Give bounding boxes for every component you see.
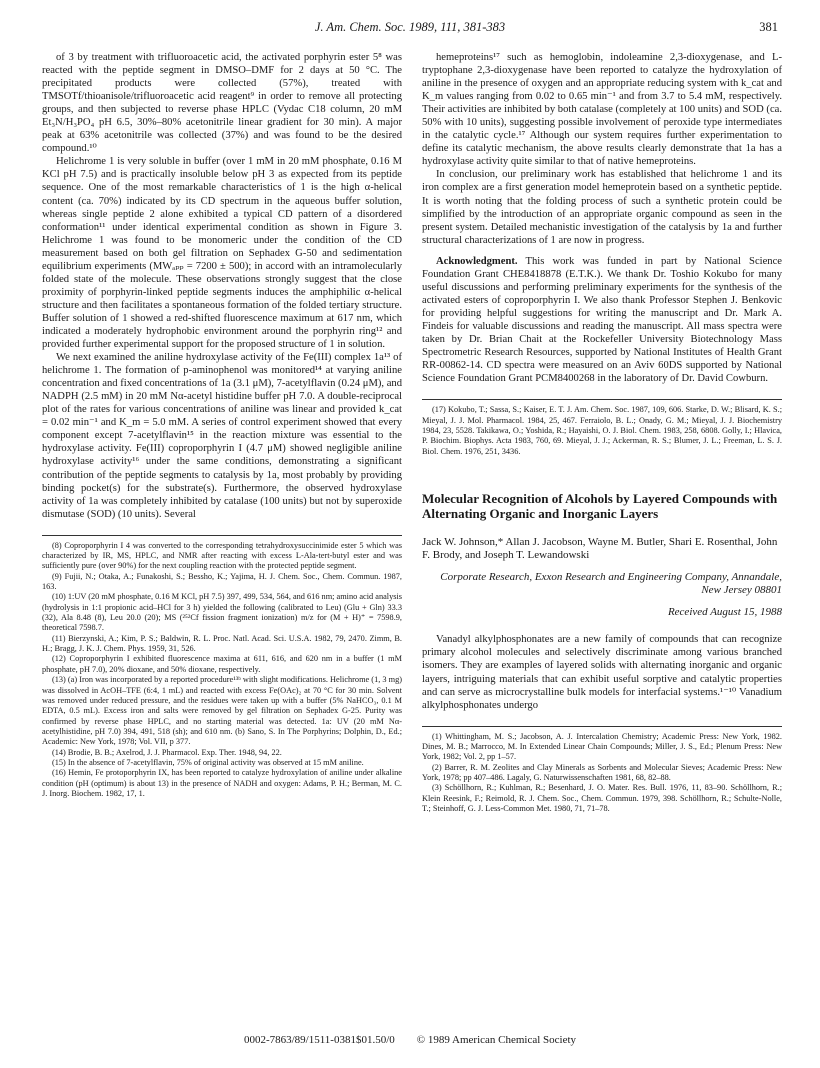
- footnote: (2) Barrer, R. M. Zeolites and Clay Minerals as Sorbents and Molecular Sieves; Academic Press: New York, 1978; pp 407–486. Lagaly, G. Naturwissenschaften 1981, 68, 82–88.: [422, 762, 782, 783]
- footnote: (16) Hemin, Fe protoporphyrin IX, has been reported to catalyze hydroxylation of aniline under alkaline condition (pH (optimum) is about 13) in the presence of NADH and oxygen: Adams, P. H.; Berman, M. C. J. Inorg. Biochem. 1982, 17, 1.: [42, 768, 402, 798]
- affiliation: Corporate Research, Exxon Research and Engineering Company, Annandale, New Jersey 08801: [440, 570, 782, 597]
- body-paragraph: of 3 by treatment with trifluoroacetic acid, the activated porphyrin ester 5⁸ was reacted with the peptide segment in DMSO–DMF for 2 days at 50 °C. The precipitated products were collected (57%), treated with TMSOTf/thioanisole/trifluoroacetic acid reagent⁹ in order to remove all protecting groups, and then subjected to reverse phase HPLC (Vydac C18 column, 20 mM Et₃N/H₃PO₄ pH 6.5, 30%–80% acetonitrile linear gradient for 30 min). A major peak at 63% acetonitrile was collected (37%) and was found to be the desired compound.¹⁰: [42, 52, 402, 155]
- right-column: [422, 51, 782, 814]
- page-footer: [0, 1034, 820, 1046]
- footnote: (9) Fujii, N.; Otaka, A.; Funakoshi, S.; Bessho, K.; Yajima, H. J. Chem. Soc., Chem. Commun. 1987, 163.: [42, 571, 402, 592]
- abstract-paragraph: Vanadyl alkylphosphonates are a new family of compounds that can recognize primary alcohol molecules and selectively discriminate among various branched isomers. They are examples of layered solids with alternating inorganic and organic layers, intriguing materials that can exhibit useful sorptive and catalytic properties and can serve as microcrystalline bulk models for interfacial systems.¹⁻¹⁰ Vanadium alkylphosphonates undergo: [422, 634, 782, 711]
- footnotes-left: [42, 535, 402, 800]
- journal-citation: J. Am. Chem. Soc. 1989, 111, 381-383: [314, 20, 506, 34]
- running-header: [0, 20, 820, 40]
- footnote: (14) Brodie, B. B.; Axelrod, J. J. Pharmacol. Exp. Ther. 1948, 94, 22.: [52, 747, 282, 757]
- acknowledgment: [422, 255, 782, 385]
- received-date: Received August 15, 1988: [667, 605, 782, 618]
- article-code: 0002-7863/89/1511-0381$01.50/0: [243, 1034, 395, 1046]
- footnote: (10) 1:UV (20 mM phosphate, 0.16 M KCl, pH 7.5) 397, 499, 534, 564, and 616 nm; amino acid analysis (hydrolysis in 1:1 propionic acid–HCl for 3 h) yielded the following (calibrated to Leu) (Glu + Gln) 33.3 (32), Ala 8.48 (8), Leu 20.0 (20); MS (²⁵²Cf fission fragment ionization) m/z for (M + H)⁺ = 7598.9, theoretical 7598.7.: [42, 592, 402, 633]
- left-column: [42, 51, 402, 799]
- footnotes-right: [422, 726, 782, 815]
- page-number: 381: [759, 20, 778, 34]
- acknowledgment-text: This work was funded in part by National Science Foundation Grant CHE8418878 (E.T.K.). We thank Dr. Toshio Kokubo for many useful discussions and performing preliminary experiments for the synthesis of the activated esters of coproporphyrin I. We also thank Professor Stephen J. Benkovic for providing helpful suggestions for writing the manuscript and Dr. Mark A. Findeis for valuable discussions and reading the manuscript. All mass spectra were taken by Dr. Brian Chait at the Rockefeller University Biotechnology Mass Spectrometric Research Resources, supported by National Institutes of Health Grant RR-00862-14. CD spectra were measured on an Aviv 60DS supported by National Science Foundation Grant PCM8400268 in the laboratory of Dr. David Cowburn.: [422, 255, 782, 385]
- footnote-17-block: [422, 399, 782, 457]
- footnote: (3) Schöllhorn, R.; Kuhlman, R.; Besenhard, J. O. Mater. Res. Bull. 1976, 11, 83–90. Schöllhorn, R.; Klein Reesink, F.; Reimold, R. J. Chem. Soc., Chem. Commun. 1979, 398. Schöllhorn, R.; Schulte-Nolle, T.; Steinhoff, G. J. Less-Common Met. 1980, 71, 71–78.: [422, 783, 782, 814]
- body-paragraph: We next examined the aniline hydroxylase activity of the Fe(III) complex 1a¹³ of helichrome 1. The formation of p-aminophenol was monitored¹⁴ at varying aniline concentration and fixed concentrations of 1a (3.1 μM), 7-acetylflavin (0.24 μM), and NADPH (2.5 mM) in 20 mM Nα-acetyl histidine buffer pH 7.0. A double-reciprocal plot of the rates for various concentrations of aniline was linear and provided k_cat = 0.02 min⁻¹ and K_m = 5.0 mM. A series of control experiment showed that every component except 7-acetylflavin¹⁵ in the reaction mixture was essential to the hydroxylase activity. Fe(III) coproporphyrin I (4.7 μM) showed negligible aniline hydroxylase activity¹⁶ under the same conditions, demonstrating a significant contribution of the peptide segments to catalysis by 1a, most probably by providing binding pocket(s) for the substrate(s). Furthermore, the observed hydroxylase activity of 1a was completely inhibited by catalase (100 units) but not by superoxide dismutase (SOD) (10 units). Several: [42, 352, 402, 520]
- footnote: (17) Kokubo, T.; Sassa, S.; Kaiser, E. T. J. Am. Chem. Soc. 1987, 109, 606. Starke, D. W.; Blisard, K. S.; Mieyal, J. J. Mol. Pharmacol. 1984, 25, 467. Ferraiolo, B. L.; Onady, G. M.; Mieyal, J. J. Biochemistry 1984, 23, 5528. Takikawa, O.; Yoshida, R.; Hayaishi, O. J. Biol. Chem. 1983, 258, 6808. Golly, I.; Hlavica, P. Biochim. Biophys. Acta 1983, 760, 69. Mieyal, J. J.; Ackerman, R. S.; Blumer, J. L.; Freeman, L. S. J. Biol. Chem. 1976, 251, 3436.: [422, 405, 782, 456]
- body-paragraph: hemeproteins¹⁷ such as hemoglobin, indoleamine 2,3-dioxygenase, and L-tryptophane 2,3-dioxygenase have been reported to catalyze the hydroxylation of aniline in the presence of oxygen and an appropriate reducing system with k_cat and K_m values ranging from 0.02 to 0.65 min⁻¹ and from 3.7 to 5.4 mM, respectively. Their activities are inhibited by both catalase (completely at 100 units) and SOD (ca. 50% with 10 units), suggesting possible involvement of peroxide type intermediates in the catalytic cycle.¹⁷ Although our system requires further experimentation to define its catalytic mechanism, the above results clearly demonstrate that 1a has a hydroxylase activity quite similar to that of native hemeproteins.: [422, 52, 782, 168]
- footnote: (13) (a) Iron was incorporated by a reported procedure¹³ᵇ with slight modifications. Helichrome (1, 3 mg) was dissolved in AcOH–TFE (6:4, 1 mL) and reacted with excess Fe(OAc)₂ at 70 °C for 30 min. Solvent was removed under reduced pressure, and the residues were taken up with a buffer (5% NaHCO₃, 0.1 M EDTA, 0.5 mL). Excess iron and salts were removed by gel filtration on Sephadex G-25. Purity was confirmed by reverse phase HPLC, and no starting material was detected. 1a: UV (20 mM Nα-acetylhistidine, pH 7.0) 394, 491, 518 (sh); and 610 nm. (b) Sano, S. In The Porphyrins; Dolphin, D., Ed.; Academic: New York, 1978; Vol. VII, p 377.: [42, 675, 402, 747]
- acknowledgment-heading: Acknowledgment.: [436, 255, 518, 267]
- article-title: Molecular Recognition of Alcohols by Layered Compounds with Alternating Organic and Inorganic Layers: [422, 490, 778, 522]
- footnote: (8) Coproporphyrin I 4 was converted to the corresponding tetrahydroxysuccinimide ester 5 which was characterized by IR, MS, HPLC, and NMR after reacting with excess L-Ala-tert-butyl ester and was sufficiently pure (over 90%) for the next coupling reaction with the protected peptide segment.: [42, 540, 402, 571]
- body-paragraph: In conclusion, our preliminary work has established that helichrome 1 and its iron complex are a first generation model hemeprotein based on a synthetic peptide. It is worth noting that the folding process of such a synthetic protein could be simplified by the introduction of an appropriate organic compound as seen in the present system. Detailed mechanistic investigation of the catalysis by 1a and further structural characterizations of 1 are now in progress.: [422, 169, 782, 246]
- footnote: (1) Whittingham, M. S.; Jacobson, A. J. Intercalation Chemistry; Academic Press: New York, 1982. Dines, M. B.; Marrocco, M. In Extended Linear Chain Compounds; Miller, J. S., Ed.; Plenum Press: New York, 1982; Vol. 2, pp 1–57.: [422, 731, 782, 762]
- copyright-notice: © 1989 American Chemical Society: [416, 1034, 577, 1046]
- footnote: (15) In the absence of 7-acetylflavin, 75% of original activity was observed at 15 mM aniline.: [52, 757, 364, 767]
- body-paragraph: Helichrome 1 is very soluble in buffer (over 1 mM in 20 mM phosphate, 0.16 M KCl pH 7.5) and is practically insoluble below pH 3 as expected from its peptide sequence. One of the most remarkable characteristics of 1 is the high α-helical content (ca. 70%) indicated by its CD spectrum in the aqueous buffer solution, whereas single peptide 2 alone exhibited a typical CD pattern of a disordered conformation¹¹ under identical experimental condition as shown in Figure 3. Helichrome 1 was found to be monomeric under the condition of the CD measurement based on both gel filtration on Sephadex G-50 and sedimentation equilibrium experiments (MWₐₚₚ = 7200 ± 500); in accord with an intramolecularly folded state of the molecule. These observations strongly suggest that the close proximity of porphyrin-linked peptide segments induces the amphiphilic α-helical structure and then facilitates a spontaneous formation of the folded tertiary structure. Buffer solution of 1 showed a red-shifted fluorescence maximum at 617 nm, which indicated a moderately hydrophobic environment around the porphyrin ring¹² and provided further experimental support for the proposed structure of 1 in solution.: [42, 156, 402, 351]
- footnote: (11) Bierzynski, A.; Kim, P. S.; Baldwin, R. L. Proc. Natl. Acad. Sci. U.S.A. 1982, 79, 2470. Zimm, B. H.; Bragg, J. K. J. Chem. Phys. 1959, 31, 526.: [42, 633, 402, 654]
- footnote: (12) Coproporphyrin I exhibited fluorescence maxima at 611, 616, and 620 nm in a buffer (1 mM phosphate, pH 7.0), 20% dioxane, and 50% dioxane, respectively.: [42, 654, 402, 674]
- author-list: Jack W. Johnson,* Allan J. Jacobson, Wayne M. Butler, Shari E. Rosenthal, John F. Brody, and Joseph T. Lewandowski: [422, 535, 778, 562]
